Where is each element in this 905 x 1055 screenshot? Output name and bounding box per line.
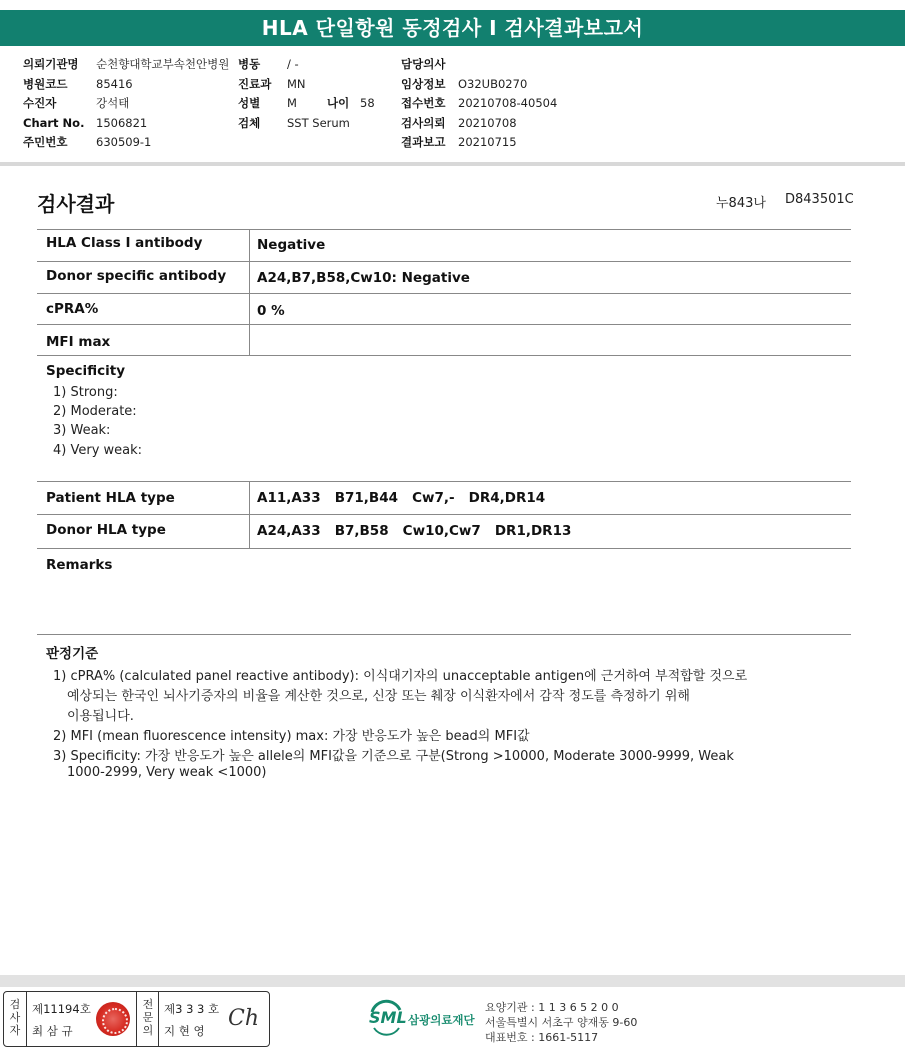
row-value: Negative bbox=[257, 237, 326, 253]
sex-label: 성별 bbox=[238, 96, 261, 110]
criteria-title: 판정기준 bbox=[46, 646, 99, 662]
hospital-code-label: 병원코드 bbox=[23, 77, 68, 91]
info-divider bbox=[0, 162, 905, 166]
ward-value: / - bbox=[287, 57, 299, 71]
row-label: Patient HLA type bbox=[46, 490, 175, 506]
table-rule bbox=[37, 355, 851, 356]
table-divider bbox=[249, 229, 250, 355]
inspector-title: 검 사 자 bbox=[9, 998, 21, 1037]
inspector-name: 최 삼 규 bbox=[32, 1024, 73, 1038]
doctor-label: 담당의사 bbox=[401, 57, 446, 71]
criteria-line: 1) cPRA% (calculated panel reactive antibody): 이식대기자의 unacceptable antigen에 근거하여 부적합할 것으로 bbox=[53, 669, 748, 684]
id-label: 주민번호 bbox=[23, 135, 68, 149]
row-value: A24,A33 B7,B58 Cw10,Cw7 DR1,DR13 bbox=[257, 523, 572, 539]
inspector-number: 제11194호 bbox=[32, 1002, 91, 1016]
clinical-value: O32UB0270 bbox=[458, 77, 528, 91]
specimen-value: SST Serum bbox=[287, 116, 350, 130]
hospital-code-value: 85416 bbox=[96, 77, 133, 91]
table-rule bbox=[37, 229, 851, 230]
specificity-item: 3) Weak: bbox=[53, 423, 111, 438]
signature-icon: Ch bbox=[228, 1006, 260, 1031]
table-rule bbox=[37, 261, 851, 262]
age-value: 58 bbox=[360, 96, 375, 110]
row-label: HLA Class I antibody bbox=[46, 235, 203, 251]
table-rule bbox=[37, 548, 851, 549]
row-label: Donor HLA type bbox=[46, 522, 166, 538]
institution-label: 의뢰기관명 bbox=[23, 57, 79, 71]
footer-band bbox=[0, 975, 905, 987]
phone: 대표번호 : 1661-5117 bbox=[485, 1031, 599, 1044]
row-label: cPRA% bbox=[46, 301, 99, 317]
row-value: 0 % bbox=[257, 303, 285, 319]
id-value: 630509-1 bbox=[96, 135, 152, 149]
criteria-line: 이용됩니다. bbox=[67, 709, 134, 724]
table-rule bbox=[37, 324, 851, 325]
chart-label: Chart No. bbox=[23, 116, 85, 130]
clinical-label: 임상정보 bbox=[401, 77, 446, 91]
dept-value: MN bbox=[287, 77, 306, 91]
box-divider bbox=[26, 992, 27, 1046]
logo-name: 삼광의료재단 bbox=[408, 1013, 475, 1027]
specificity-item: 4) Very weak: bbox=[53, 443, 143, 458]
ref-code-2: D843501C bbox=[785, 192, 854, 207]
seal-stamp-icon bbox=[96, 1002, 130, 1036]
address: 서울특별시 서초구 양재동 9-60 bbox=[485, 1016, 638, 1029]
row-label: MFI max bbox=[46, 334, 111, 350]
row-value: A24,B7,B58,Cw10: Negative bbox=[257, 270, 470, 286]
sex-value: M bbox=[287, 96, 297, 110]
request-date-value: 20210708 bbox=[458, 116, 517, 130]
box-divider bbox=[136, 992, 137, 1046]
ward-label: 병동 bbox=[238, 57, 261, 71]
institution-value: 순천향대학교부속천안병원 bbox=[96, 57, 230, 71]
criteria-line: 2) MFI (mean fluorescence intensity) max: 가장 반응도가 높은 bead의 MFI값 bbox=[53, 729, 530, 744]
specialist-title: 전 문 의 bbox=[142, 998, 154, 1037]
row-label: Donor specific antibody bbox=[46, 268, 227, 284]
row-value: A11,A33 B71,B44 Cw7,- DR4,DR14 bbox=[257, 490, 546, 506]
receipt-no-label: 접수번호 bbox=[401, 96, 446, 110]
logo-mark: SML bbox=[369, 1008, 407, 1027]
request-date-label: 검사의뢰 bbox=[401, 116, 446, 130]
table-rule bbox=[37, 514, 851, 515]
chart-value: 1506821 bbox=[96, 116, 148, 130]
specificity-title: Specificity bbox=[46, 363, 126, 379]
ref-code-1: 누843나 bbox=[716, 196, 766, 211]
dept-label: 진료과 bbox=[238, 77, 272, 91]
recipient-label: 수진자 bbox=[23, 96, 57, 110]
report-date-value: 20210715 bbox=[458, 135, 517, 149]
specialist-name: 지 현 영 bbox=[164, 1024, 205, 1038]
criteria-line: 예상되는 한국인 뇌사기증자의 비율을 계산한 것으로, 신장 또는 췌장 이식환자에서 감작 정도를 측정하기 위해 bbox=[67, 689, 690, 704]
specificity-item: 2) Moderate: bbox=[53, 404, 137, 419]
signature-box bbox=[3, 991, 270, 1047]
age-label: 나이 bbox=[327, 96, 350, 110]
box-divider bbox=[158, 992, 159, 1046]
specificity-item: 1) Strong: bbox=[53, 385, 118, 400]
criteria-line: 1000-2999, Very weak <1000) bbox=[67, 765, 267, 780]
report-date-label: 결과보고 bbox=[401, 135, 446, 149]
care-institution: 요양기관 : 1 1 3 6 5 2 0 0 bbox=[485, 1001, 619, 1014]
recipient-value: 강석태 bbox=[96, 96, 130, 110]
remarks-rule bbox=[37, 634, 851, 635]
report-title: HLA 단일항원 동정검사 I 검사결과보고서 bbox=[0, 10, 905, 46]
table-rule bbox=[37, 293, 851, 294]
table-divider bbox=[249, 481, 250, 548]
specialist-number: 제3 3 3 호 bbox=[164, 1002, 220, 1016]
results-title: 검사결과 bbox=[37, 192, 115, 216]
table-rule bbox=[37, 481, 851, 482]
criteria-line: 3) Specificity: 가장 반응도가 높은 allele의 MFI값을 기준으로 구분(Strong >10000, Moderate 3000-9999, Weak bbox=[53, 749, 734, 764]
specimen-label: 검체 bbox=[238, 116, 261, 130]
receipt-no-value: 20210708-40504 bbox=[458, 96, 558, 110]
remarks-label: Remarks bbox=[46, 557, 113, 573]
